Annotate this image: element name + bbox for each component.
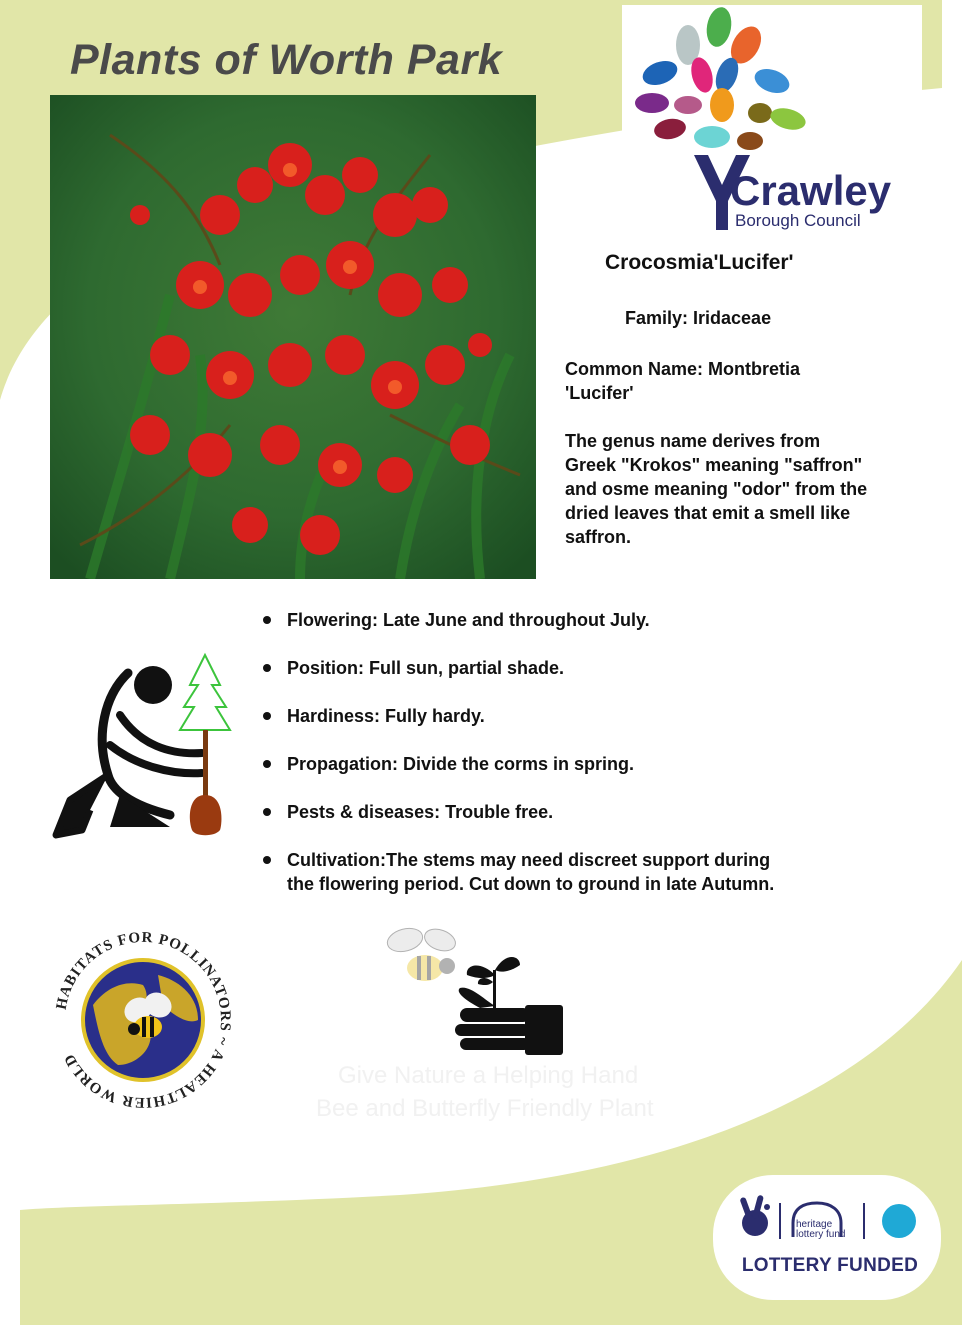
- heritage-arch-icon: [793, 1203, 845, 1240]
- plant-name: Crocosmia'Lucifer': [605, 251, 794, 274]
- fact-text: Position: Full sun, partial shade.: [287, 658, 565, 678]
- bullet-icon: [263, 760, 271, 768]
- crocosmia-photo: [50, 95, 536, 579]
- gardener-planting-icon: [50, 645, 235, 840]
- council-name: Crawley: [730, 167, 892, 214]
- fact-flowering: [263, 608, 793, 632]
- fact-position: [263, 656, 793, 680]
- plant-description: The genus name derives from Greek "Krokos" meaning "saffron" and osme meaning "odor" from the dried leaves that emit a smell like saffron.: [565, 431, 868, 547]
- fact-cultivation: [263, 848, 793, 896]
- heritage-text: heritage: [796, 1219, 833, 1230]
- pollinator-badge-logo: [48, 925, 238, 1115]
- bullet-icon: [263, 808, 271, 816]
- bullet-icon: [263, 664, 271, 672]
- fact-propagation: [263, 752, 793, 776]
- fact-text: Flowering: Late June and throughout July.: [287, 610, 650, 630]
- crawley-logo-box: [622, 5, 922, 250]
- fact-text: Pests & diseases: Trouble free.: [287, 802, 554, 822]
- lottery-funded-badge: [713, 1175, 941, 1300]
- facts-list: [263, 608, 793, 920]
- colorful-leaves-icon: [635, 5, 808, 150]
- council-subtitle: Borough Council: [735, 211, 861, 230]
- lottery-logos: [713, 1175, 941, 1255]
- lottery-funded-label: LOTTERY FUNDED: [741, 1255, 919, 1276]
- plant-common-name: Common Name: Montbretia 'Lucifer': [565, 359, 801, 403]
- bullet-icon: [263, 712, 271, 720]
- pollinator-ring-text: HABITATS FOR POLLINATORS ~ A HEALTHIER WORLD: [53, 929, 234, 1111]
- fact-hardiness: [263, 704, 793, 728]
- fact-text: Cultivation:The stems may need discreet support during the flowering period. Cut down to ground in late Autumn.: [287, 850, 775, 894]
- page-title: Plants of Worth Park: [70, 36, 503, 84]
- bee-icon: [385, 925, 458, 981]
- faded-slogan-line-1: Give Nature a Helping Hand: [338, 1062, 639, 1089]
- open-hand-icon: [455, 988, 563, 1055]
- plant-family: Family: Iridaceae: [625, 308, 772, 328]
- fact-text: Propagation: Divide the corms in spring.: [287, 754, 635, 774]
- bullet-icon: [263, 856, 271, 864]
- faded-slogan-line-2: Bee and Butterfly Friendly Plant: [316, 1095, 654, 1122]
- crawley-logo: [622, 5, 922, 250]
- helping-hand-icon: [385, 920, 570, 1060]
- big-lottery-circle-icon: [882, 1204, 916, 1238]
- lottery-fund-text: lottery fund: [796, 1229, 846, 1240]
- fact-text: Hardiness: Fully hardy.: [287, 706, 485, 726]
- crossed-fingers-icon: [739, 1195, 770, 1236]
- bullet-icon: [263, 616, 271, 624]
- fact-pests: [263, 800, 793, 824]
